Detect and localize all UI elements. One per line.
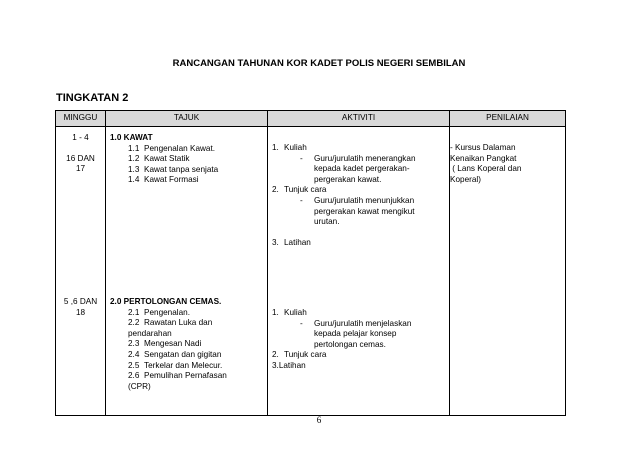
aktiviti-cell xyxy=(268,293,450,416)
section-title: 2.0 PERTOLONGAN CEMAS. xyxy=(110,297,222,306)
list-item: 1.2 Kawat Statik xyxy=(128,154,190,164)
header-aktiviti: AKTIVITI xyxy=(268,111,450,127)
list-item: 1.1 Pengenalan Kawat. xyxy=(128,143,216,153)
activity-detail: - Guru/jurulatih menjelaskan xyxy=(300,318,412,328)
activity-item: 1. Kuliah xyxy=(272,143,307,152)
plan-table xyxy=(55,110,566,416)
list-item: 1.3 Kawat tanpa senjata xyxy=(128,164,219,174)
level-heading: TINGKATAN 2 xyxy=(56,92,129,104)
list-item-cont: (CPR) xyxy=(128,381,151,391)
minggu-cell xyxy=(56,293,106,416)
page-number: 6 xyxy=(316,415,322,425)
activity-item: 1. Kuliah xyxy=(272,308,307,317)
activity-detail: kepada kadet pergerakan- xyxy=(314,164,410,174)
penilaian-line: Kenaikan Pangkat xyxy=(450,153,517,163)
tajuk-cell xyxy=(106,293,268,416)
activity-detail: pergerakan kawat. xyxy=(314,174,382,184)
penilaian-line: Koperal) xyxy=(450,174,481,184)
list-item: 1.4 Kawat Formasi xyxy=(128,175,199,185)
activity-item: 2. Tunjuk cara xyxy=(272,350,327,360)
list-item: 2.5 Terkelar dan Melecur. xyxy=(128,360,223,370)
activity-item: 3. Latihan xyxy=(272,237,311,247)
header-penilaian: PENILAIAN xyxy=(450,111,566,127)
list-item: 2.1 Pengenalan. xyxy=(128,307,190,317)
minggu-line: 17 xyxy=(75,164,86,174)
minggu-line: 16 DAN xyxy=(66,153,95,163)
table-row xyxy=(56,127,566,294)
table-row xyxy=(56,293,566,416)
penilaian-cell xyxy=(450,293,566,416)
list-item: 2.4 Sengatan dan gigitan xyxy=(128,349,222,359)
list-item: 2.3 Mengesan Nadi xyxy=(128,339,202,349)
minggu-line: 5 ,6 DAN xyxy=(63,297,98,306)
section-title: 1.0 KAWAT xyxy=(110,133,153,142)
minggu-line: 1 - 4 xyxy=(72,133,89,142)
activity-item: 2. Tunjuk cara xyxy=(272,185,327,195)
minggu-line: 18 xyxy=(75,307,86,317)
penilaian-line: ( Lans Koperal dan xyxy=(450,164,522,174)
list-item-cont: pendarahan xyxy=(128,328,172,338)
penilaian-cell xyxy=(450,127,566,294)
activity-item: 3.Latihan xyxy=(272,360,306,370)
activity-detail: pergerakan kawat mengikut xyxy=(314,206,415,216)
activity-detail: - Guru/jurulatih menerangkan xyxy=(300,153,416,163)
activity-detail: kepada pelajar konsep xyxy=(314,329,397,339)
minggu-cell xyxy=(56,127,106,294)
penilaian-line: - Kursus Dalaman xyxy=(450,143,516,152)
header-tajuk: TAJUK xyxy=(106,111,268,127)
table-header-row xyxy=(56,111,566,127)
list-item: 2.6 Pemulihan Pernafasan xyxy=(128,371,227,381)
list-item: 2.2 Rawatan Luka dan xyxy=(128,318,213,328)
activity-detail: urutan. xyxy=(314,217,340,227)
document-title: RANCANGAN TAHUNAN KOR KADET POLIS NEGERI SEMBILAN xyxy=(172,58,466,69)
tajuk-cell xyxy=(106,127,268,294)
aktiviti-cell xyxy=(268,127,450,294)
activity-detail: - Guru/jurulatih menunjukkan xyxy=(300,195,415,205)
header-minggu: MINGGU xyxy=(56,111,106,127)
activity-detail: pertolongan cemas. xyxy=(314,339,386,349)
